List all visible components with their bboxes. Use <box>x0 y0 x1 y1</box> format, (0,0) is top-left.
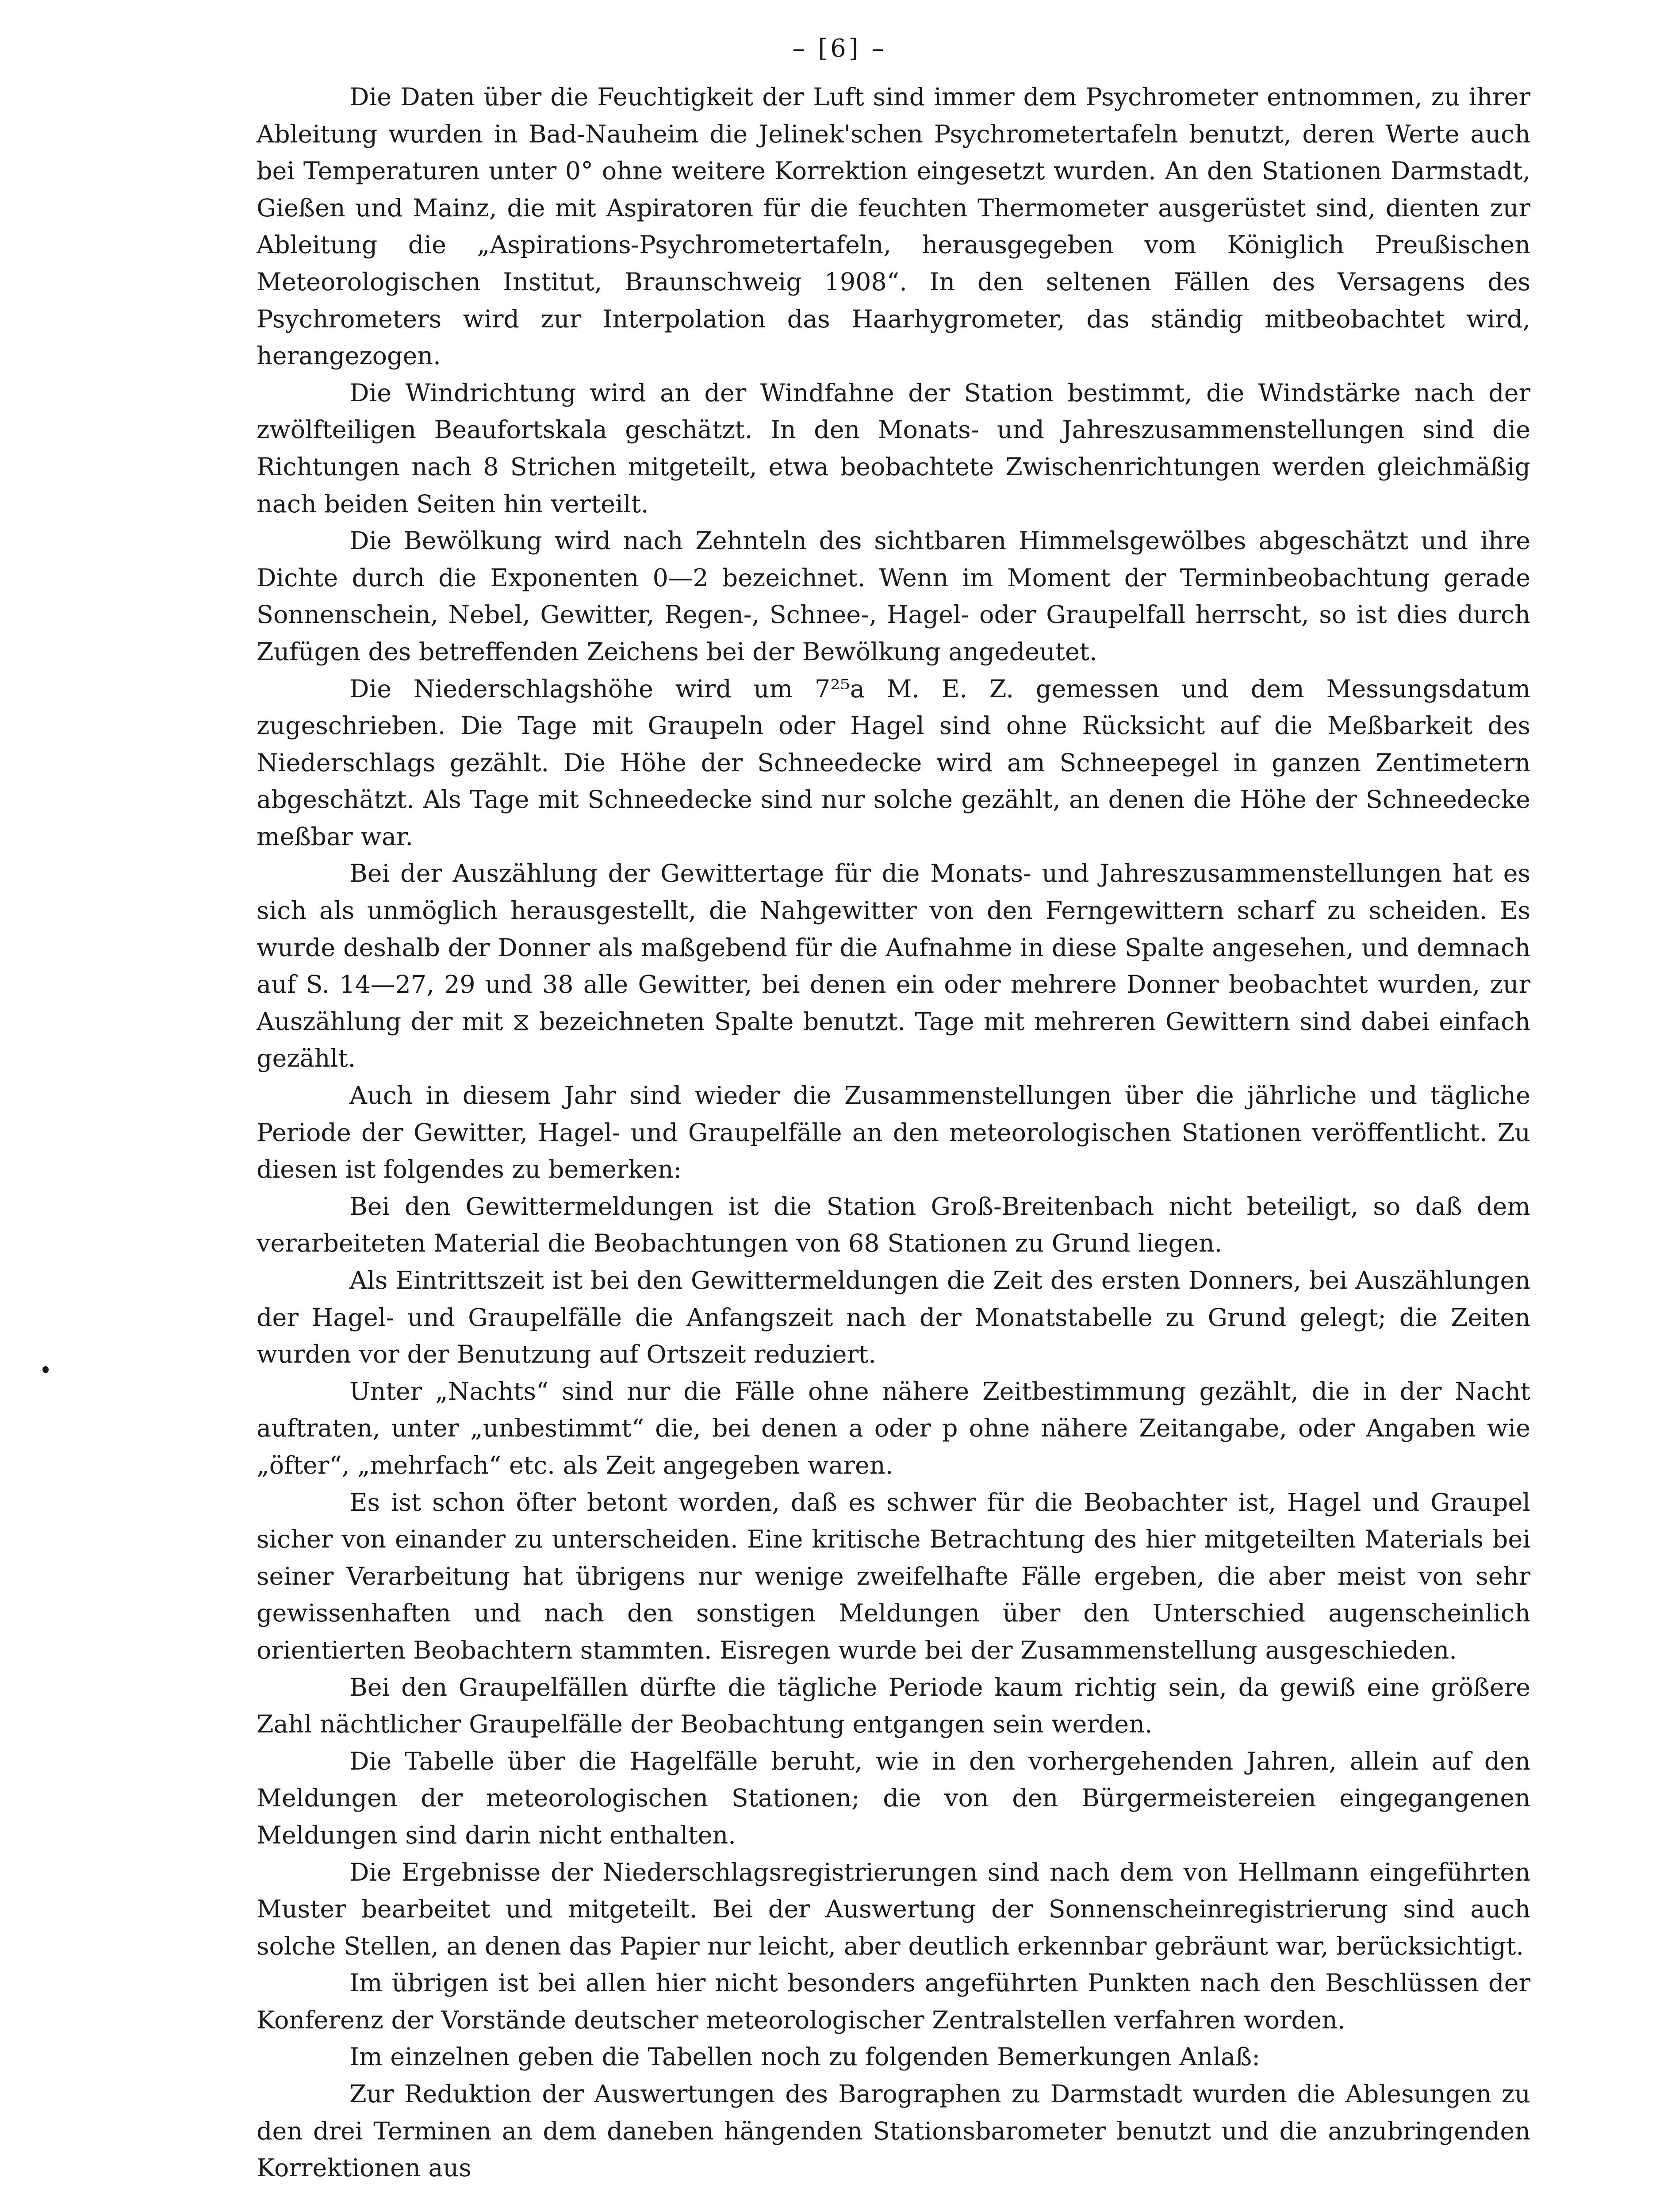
paragraph-thunderstorm-days: Bei der Auszählung der Gewittertage für die Monats- und Jahreszusammenstellungen hat es sich als unmöglich herausgestellt, die Nahgewitter von den Ferngewittern scharf zu scheiden. Es wurde deshalb der Donner als maßgebend für die Aufnahme in diese Spalte angesehen, und demnach auf S. 14—27, 29 und 38 alle Gewitter, bei denen ein oder mehrere Donner beobachtet wurden, zur Auszählung der mit ⧖ bezeichneten Spalte benutzt. Tage mit mehreren Gewittern sind dabei einfach gezählt. <box>257 859 1530 1073</box>
paragraph-hail-table: Die Tabelle über die Hagelfälle beruht, wie in den vorhergehenden Jahren, allein auf den Meldungen der meteorologischen Stationen; die von den Bürgermeistereien eingegangenen Meldungen sind darin nicht enthalten. <box>257 1747 1530 1850</box>
paragraph-barograph: Zur Reduktion der Auswertungen des Barographen zu Darmstadt wurden die Ablesungen zu den drei Terminen an dem daneben hängenden Stationsbarometer benutzt und die anzubringenden Korrektionen aus <box>257 2080 1530 2183</box>
paragraph-wind: Die Windrichtung wird an der Windfahne der Station bestimmt, die Windstärke nach der zwölfteiligen Beaufortskala geschätzt. In den Monats- und Jahreszusammenstellungen sind die Richtungen nach 8 Strichen mitgeteilt, etwa beobachtete Zwischenrichtungen werden gleichmäßig nach beiden Seiten hin verteilt. <box>257 378 1530 518</box>
page-number-header: – [6] – <box>792 34 887 63</box>
paragraph-remarks-intro: Im einzelnen geben die Tabellen noch zu folgenden Bemerkungen Anlaß: <box>349 2043 1260 2072</box>
paragraph-night-cases: Unter „Nachts“ sind nur die Fälle ohne nähere Zeitbestimmung gezählt, die in der Nacht auftraten, unter „unbestimmt“ die, bei denen a oder p ohne nähere Zeitangabe, oder Angaben wie „öfter“, „mehrfach“ etc. als Zeit angegeben waren. <box>257 1377 1530 1480</box>
paragraph-precipitation: Die Niederschlagshöhe wird um 7²⁵a M. E. Z. gemessen und dem Messungsdatum zugeschrieben. Die Tage mit Graupeln oder Hagel sind ohne Rücksicht auf die Meßbarkeit des Niederschlags gezählt. Die Höhe der Schneedecke wird am Schneepegel in ganzen Zentimetern abgeschätzt. Als Tage mit Schneedecke sind nur solche gezählt, an denen die Höhe der Schneedecke meßbar war. <box>257 674 1530 851</box>
paragraph-thunderstorm-reports: Bei den Gewittermeldungen ist die Station Groß-Breitenbach nicht beteiligt, so daß dem verarbeiteten Material die Beobachtungen von 68 Stationen zu Grund liegen. <box>257 1192 1530 1258</box>
paragraph-onset-time: Als Eintrittszeit ist bei den Gewittermeldungen die Zeit des ersten Donners, bei Auszählungen der Hagel- und Graupelfälle die Anfangszeit nach der Monatstabelle zu Grund gelegt; die Zeiten wurden vor der Benutzung auf Ortszeit reduziert. <box>257 1266 1530 1369</box>
paragraph-cloud-cover: Die Bewölkung wird nach Zehnteln des sichtbaren Himmelsgewölbes abgeschätzt und ihre Dichte durch die Exponenten 0—2 bezeichnet. Wenn im Moment der Terminbeobachtung gerade Sonnenschein, Nebel, Gewitter, Regen-, Schnee-, Hagel- oder Graupelfall herrscht, so ist dies durch Zufügen des betreffenden Zeichens bei der Bewölkung angedeutet. <box>257 526 1530 666</box>
body-text <box>257 79 1530 2187</box>
paragraph-periodic-summaries: Auch in diesem Jahr sind wieder die Zusammenstellungen über die jährliche und tägliche Periode der Gewitter, Hagel- und Graupelfälle an den meteorologischen Stationen veröffentlicht. Zu diesen ist folgendes zu bemerken: <box>257 1081 1530 1184</box>
paragraph-humidity: Die Daten über die Feuchtigkeit der Luft sind immer dem Psychrometer entnommen, zu ihrer Ableitung wurden in Bad-Nauheim die Jelinek'schen Psychrometertafeln benutzt, deren Werte auch bei Temperaturen unter 0° ohne weitere Korrektion eingesetzt wurden. An den Stationen Darmstadt, Gießen und Mainz, die mit Aspiratoren für die feuchten Thermometer ausgerüstet sind, dienten zur Ableitung die „Aspirations-Psychrometertafeln, herausgegeben vom Königlich Preußischen Meteorologischen Institut, Braunschweig 1908“. In den seltenen Fällen des Versagens des Psychrometers wird zur Interpolation das Haarhygrometer, das ständig mitbeobachtet wird, herangezogen. <box>257 83 1530 371</box>
paragraph-recording-results: Die Ergebnisse der Niederschlagsregistrierungen sind nach dem von Hellmann eingeführten Muster bearbeitet und mitgeteilt. Bei der Auswertung der Sonnenscheinregistrierung sind auch solche Stellen, an denen das Papier nur leicht, aber deutlich erkennbar gebräunt war, berücksichtigt. <box>257 1858 1530 1961</box>
paragraph-conference: Im übrigen ist bei allen hier nicht besonders angeführten Punkten nach den Beschlüssen der Konferenz der Vorstände deutscher meteorologischer Zentralstellen verfahren worden. <box>257 1969 1530 2035</box>
paragraph-graupel-period: Bei den Graupelfällen dürfte die tägliche Periode kaum richtig sein, da gewiß eine größere Zahl nächtlicher Graupelfälle der Beobachtung entgangen sein werden. <box>257 1673 1530 1739</box>
paragraph-hail-graupel-distinction: Es ist schon öfter betont worden, daß es schwer für die Beobachter ist, Hagel und Graupel sicher von einander zu unterscheiden. Eine kritische Betrachtung des hier mitgeteilten Materials bei seiner Verarbeitung hat übrigens nur wenige zweifelhafte Fälle ergeben, die aber meist von sehr gewissenhaften und nach den sonstigen Meldungen über den Unterschied augenscheinlich orientierten Beobachtern stammten. Eisregen wurde bei der Zusammenstellung ausgeschieden. <box>257 1488 1530 1665</box>
scan-speck <box>42 1366 49 1373</box>
